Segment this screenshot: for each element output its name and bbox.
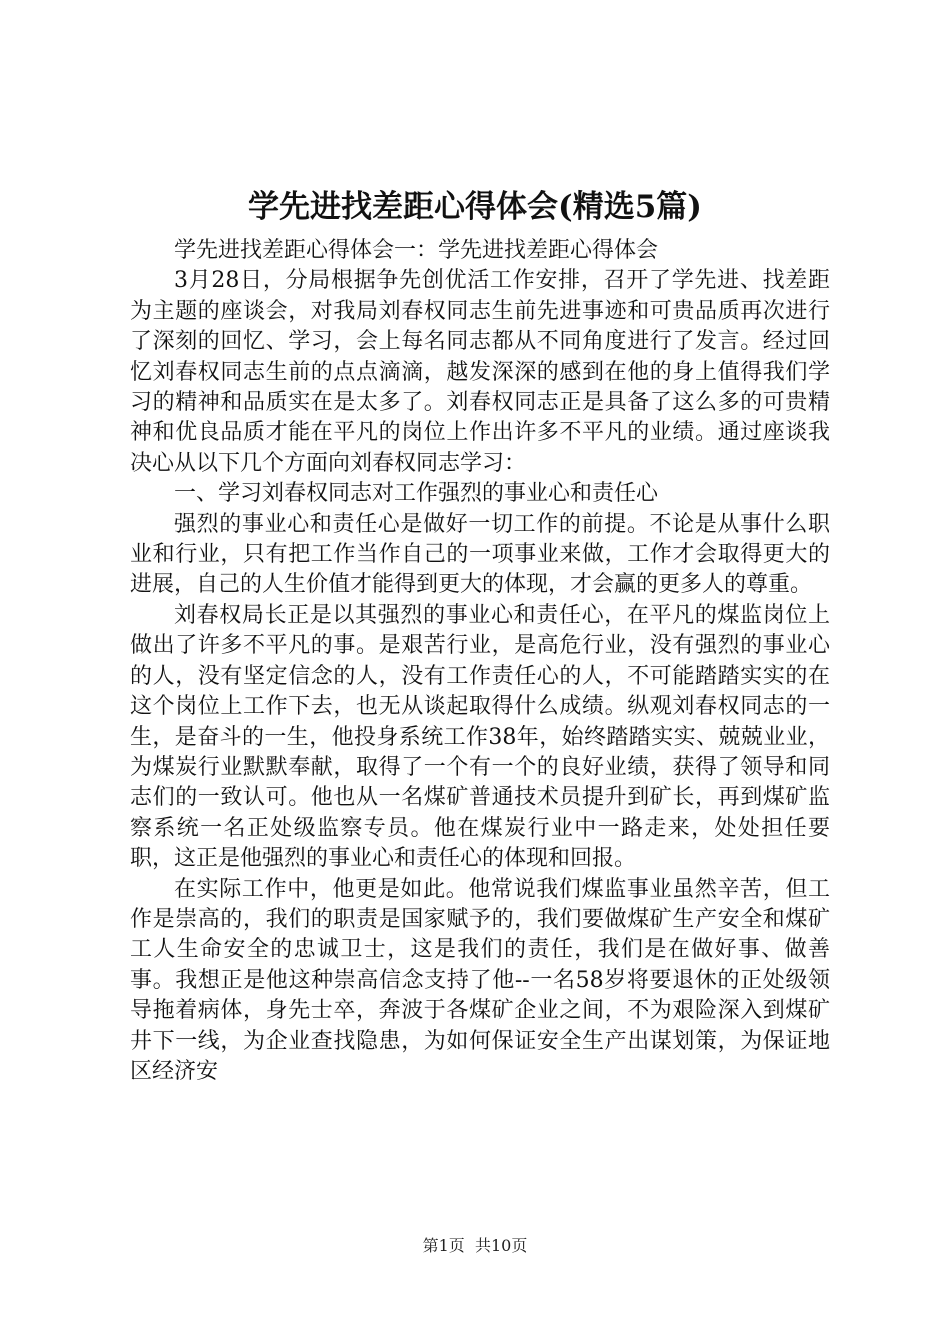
page-number: 第1页 — [422, 1236, 465, 1255]
paragraph-responsibility: 强烈的事业心和责任心是做好一切工作的前提。不论是从事什么职业和行业，只有把工作当作自己的一项事业来做，工作才会取得更大的进展，自己的人生价值才能得到更大的体现，才会赢的更多人的尊重。 — [130, 511, 830, 598]
section-heading: 一、学习刘春权同志对工作强烈的事业心和责任心 — [174, 481, 659, 507]
document-title: 学先进找差距心得体会(精选5篇) — [248, 189, 702, 225]
page-total: 共10页 — [474, 1236, 528, 1255]
document-body — [130, 236, 830, 1087]
paragraph-career: 刘春权局长正是以其强烈的事业心和责任心，在平凡的煤监岗位上做出了许多不平凡的事。是艰苦行业，是高危行业，没有强烈的事业心的人，没有坚定信念的人，没有工作责任心的人，不可能踏踏实实的在这个岗位上工作下去，也无从谈起取得什么成绩。纵观刘春权同志的一生，是奋斗的一生，他投身系统工作38年，始终踏踏实实、兢兢业业，为煤炭行业默默奉献，取得了一个有一个的良好业绩，获得了领导和同志们的一致认可。他也从一名煤矿普通技术员提升到矿长，再到煤矿监察系统一名正处级监察专员。他在煤炭行业中一路走来，处处担任要职，这正是他强烈的事业心和责任心的体现和回报。 — [130, 602, 830, 872]
subtitle-line: 学先进找差距心得体会一：学先进找差距心得体会 — [174, 238, 659, 263]
paragraph-intro: 3月28日，分局根据争先创优活工作安排，召开了学先进、找差距为主题的座谈会，对我局刘春权同志生前先进事迹和可贵品质再次进行了深刻的回忆、学习，会上每名同志都从不同角度进行了发言。经过回忆刘春权同志生前的点点滴滴，越发深深的感到在他的身上值得我们学习的精神和品质实在是太多了。刘春权同志正是具备了这么多的可贵精神和优良品质才能在平凡的岗位上作出许多不平凡的业绩。通过座谈我决心从以下几个方面向刘春权同志学习： — [130, 268, 830, 476]
page-footer — [0, 1236, 950, 1256]
paragraph-practice: 在实际工作中，他更是如此。他常说我们煤监事业虽然辛苦，但工作是崇高的，我们的职责是国家赋予的，我们要做煤矿生产安全和煤矿工人生命安全的忠诚卫士，这是我们的责任，我们是在做好事、做善事。我想正是他这种崇高信念支持了他--一名58岁将要退休的正处级领导拖着病体，身先士卒，奔波于各煤矿企业之间，不为艰险深入到煤矿井下一线，为企业查找隐患，为如何保证安全生产出谋划策，为保证地区经济安 — [130, 876, 830, 1084]
